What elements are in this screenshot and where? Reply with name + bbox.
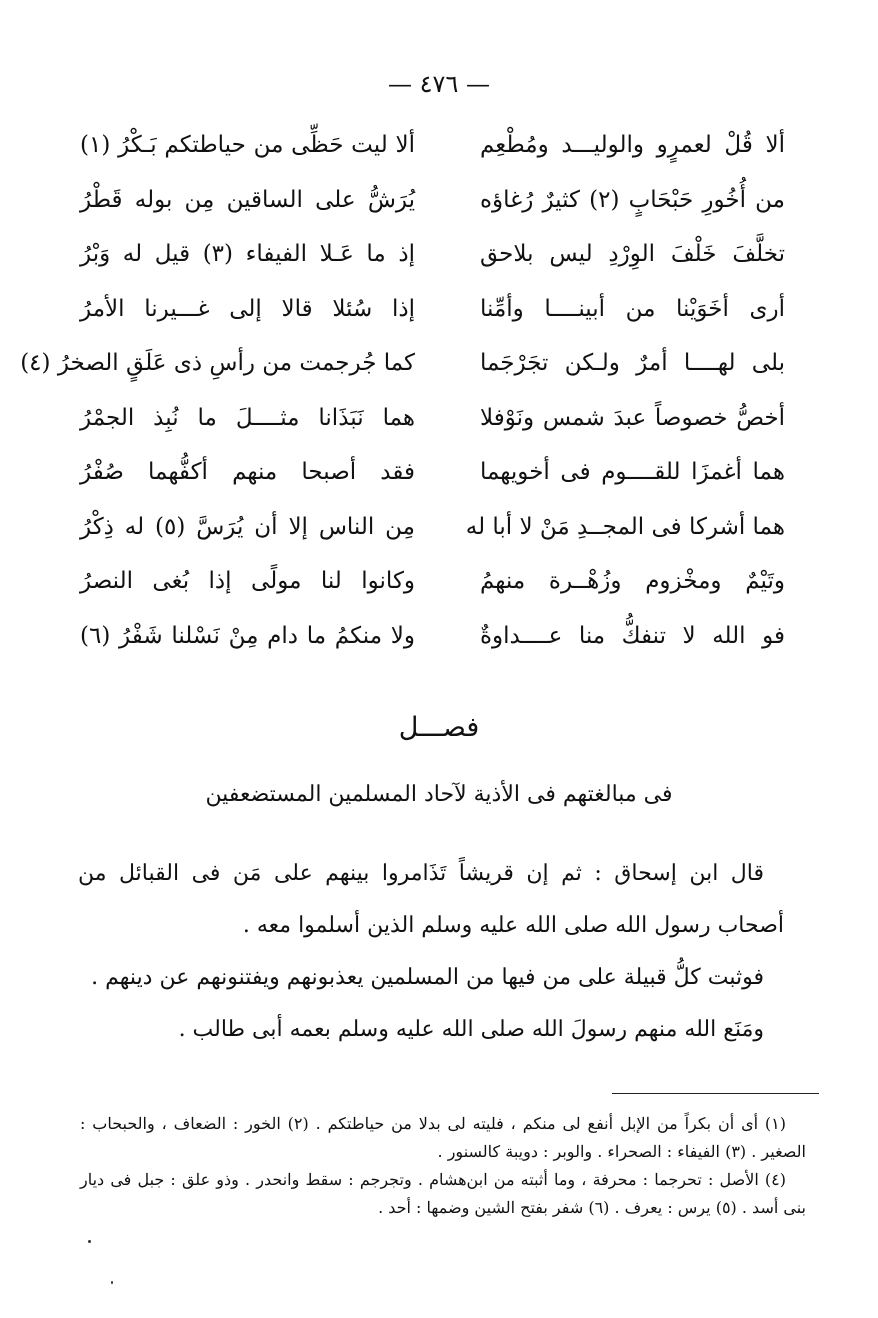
footnote-divider	[612, 1093, 819, 1094]
verse-second-hemistich: ألا ليت حَظِّى من حياطتكم بَـكْرُ (١)	[80, 132, 415, 158]
footnotes	[80, 1110, 806, 1222]
verse-first-hemistich: هما أغمزَا للقــــوم فى أخويهما	[480, 459, 785, 485]
verse-second-hemistich: وكانوا لنا مولًى إذا بُغى النصرُ	[80, 568, 415, 594]
body-paragraph: فوثبت كلُّ قبيلة على من فيها من المسلمين يعذبونهم ويفتنونهم عن دينهم .	[91, 965, 764, 990]
verse-second-hemistich: هما نَبَذَانا مثــــلَ ما نُبِذ الجمْرُ	[80, 404, 415, 431]
verse-first-hemistich: أخصُّ خصوصاً عبدَ شمس ونَوْفلا	[480, 404, 785, 431]
verse-second-hemistich: إذا سُئلا قالا إلى غـــيرنا الأمرُ	[80, 295, 415, 322]
verse-second-hemistich: إذ ما عَـلا الفيفاء (٣) قيل له وَبْرُ	[80, 241, 415, 267]
poem-verse	[80, 391, 785, 446]
verse-first-hemistich: تخلَّفَ خَلْفَ الوِرْدِ ليس بلاحق	[480, 241, 785, 267]
footnote-line: (٤) الأصل : تحرجما : محرفة ، وما أثبته من ابن‌هشام . وتجرجم : سقط وانحدر . وذو علق : جبل فى ديار بنى أسد . (٥) يرس : يعرف . (٦) شفر بفتح الشين وضمها : أحد .	[80, 1170, 806, 1217]
verse-first-hemistich: وتَيْمٌ ومخْزوم وزُهْــرة منهمُ	[480, 568, 785, 594]
poem-verse	[80, 118, 785, 173]
section-subtitle: فى مبالغتهم فى الأذية لآحاد المسلمين المستضعفين	[205, 782, 673, 807]
verse-first-hemistich: من أُخُورِ حَبْحَابٍ (٢) كثيرٌ رُغاؤه	[480, 186, 785, 213]
verse-second-hemistich: فقد أصبحا منهم أكفُّهما صُفْرُ	[80, 459, 415, 485]
ink-speck	[88, 1240, 91, 1243]
verse-second-hemistich: مِن الناس إلا أن يُرَسَّ (٥) له ذِكْرُ	[80, 513, 415, 540]
verse-second-hemistich: ولا منكمُ ما دام مِنْ نَسْلنا شَفْرُ (٦)	[80, 622, 415, 649]
ink-speck	[111, 1281, 113, 1284]
verse-first-hemistich: هما أشركا فى المجــدِ مَنْ لا أبا له	[465, 513, 785, 540]
poem-verse	[20, 336, 785, 391]
verse-first-hemistich: بلى لهــــا أمرٌ ولـكن تجَرْجَما	[480, 350, 785, 376]
body-text	[78, 848, 784, 1056]
verse-first-hemistich: ألا قُلْ لعمرٍو والوليـــد ومُطْعِم	[480, 132, 785, 158]
verse-second-hemistich: كما جُرجمت من رأسِ ذى عَلَقٍ الصخرُ (٤)	[20, 350, 415, 376]
poem	[20, 118, 785, 663]
footnote-line: (١) أى أن بكراً من الإبل أنفع لى منكم ، فليته لى بدلا من حياطتكم . (٢) الخور : الضعاف ، والحبحاب : الصغير . (٣) الفيفاء : الصحراء . والوبر : دويبة كالسنور .	[80, 1114, 806, 1161]
body-paragraph: قال ابن إسحاق : ثم إن قريشاً تَذَامروا بينهم على مَن فى القبائل من أصحاب رسول الله صلى الله عليه وسلم الذين أسلموا معه .	[78, 861, 784, 938]
poem-verse	[80, 445, 785, 500]
body-paragraph: ومَنَع الله منهم رسولَ الله صلى الله عليه وسلم بعمه أبى طالب .	[178, 1017, 764, 1042]
poem-verse	[80, 554, 785, 609]
poem-verse	[80, 173, 785, 228]
poem-verse	[80, 282, 785, 337]
poem-verse	[80, 609, 785, 664]
verse-first-hemistich: أرى أخَوَيْنا من أبينــــا وأمِّنا	[480, 295, 785, 322]
section-title: فصـــل	[398, 712, 480, 743]
poem-verse	[80, 227, 785, 282]
poem-verse	[80, 500, 785, 555]
verse-first-hemistich: فو الله لا تنفكُّ منا عــــداوةٌ	[480, 622, 785, 649]
verse-second-hemistich: يُرَشُّ على الساقين مِن بوله قَطْرُ	[80, 186, 415, 213]
page-number: — ٤٧٦ —	[388, 70, 490, 98]
